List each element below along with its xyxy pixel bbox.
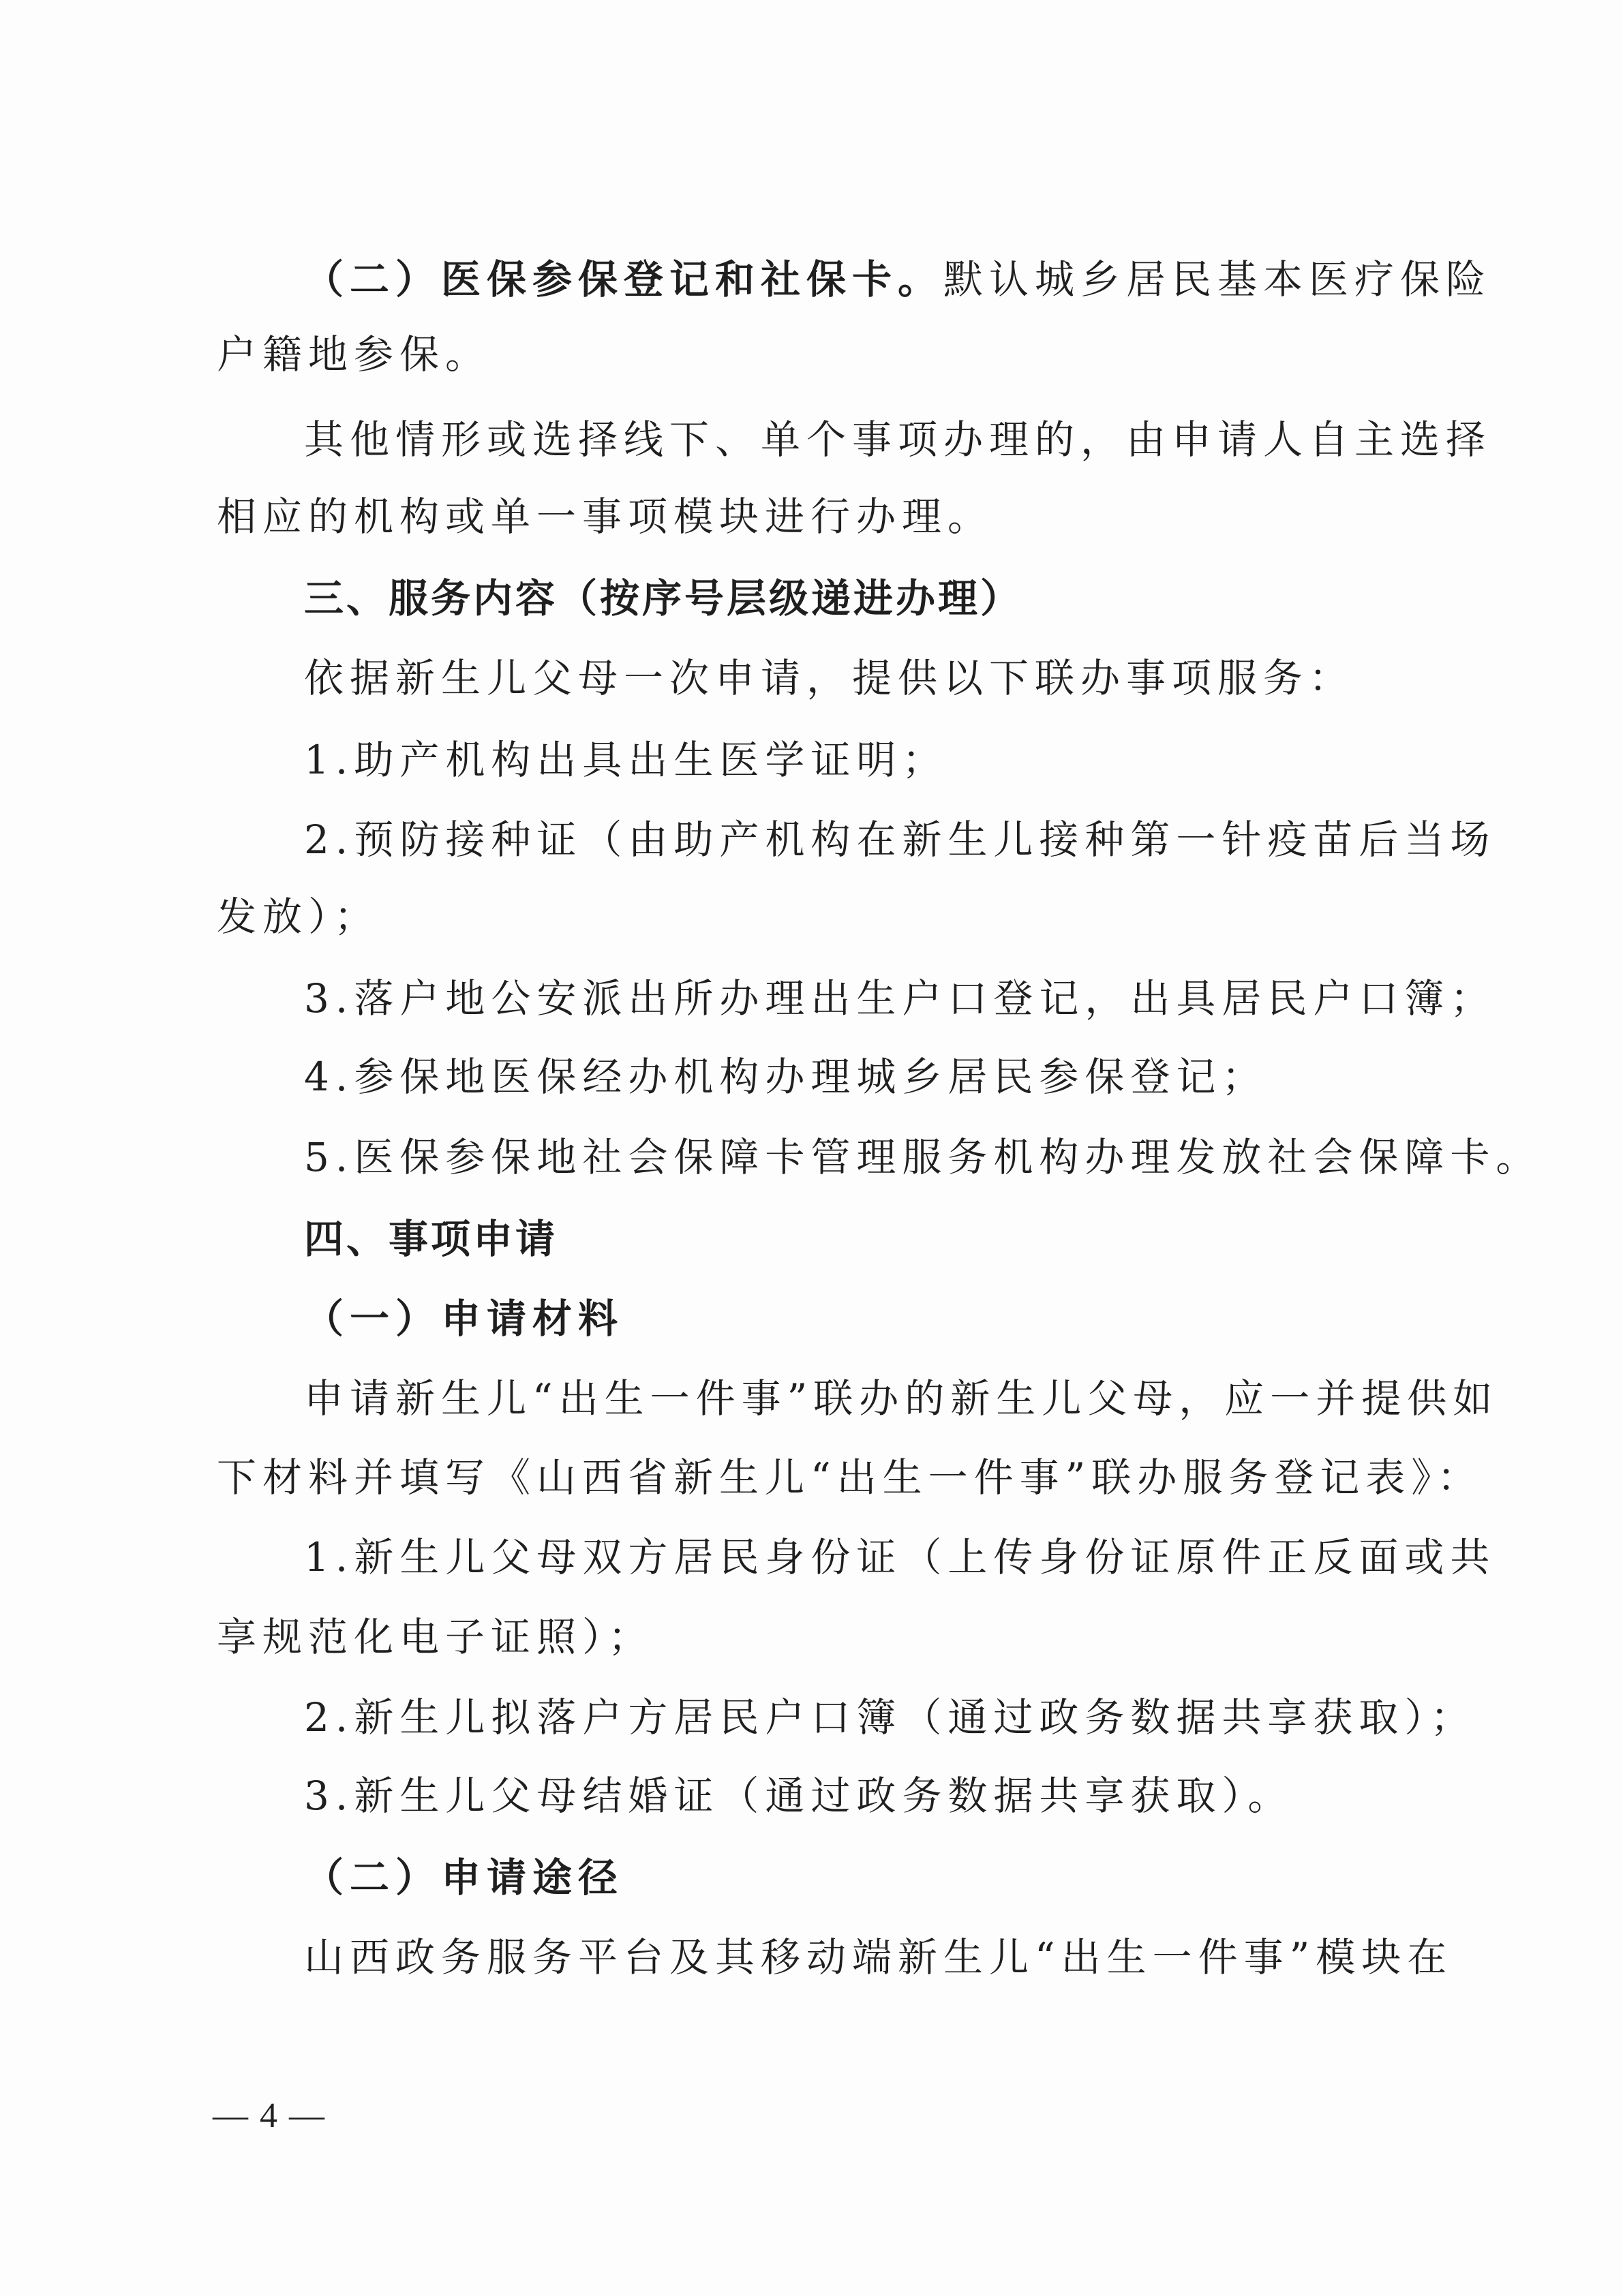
paragraph-medical-insurance-text: 默认城乡居民基本医疗保险 <box>943 256 1492 303</box>
list-item-service-3: 3.落户地公安派出所办理出生户口登记，出具居民户口簿； <box>304 975 1496 1022</box>
section-heading-service-content: 三、服务内容（按序号层级递进办理） <box>304 575 1023 622</box>
list-item-material-1-line1: 1.新生儿父母双方居民身份证（上传身份证原件正反面或共 <box>304 1534 1496 1580</box>
list-item-service-2-line2: 发放）； <box>217 893 380 940</box>
paragraph-materials-intro-line2: 下材料并填写《山西省新生儿“出生一件事”联办服务登记表》： <box>217 1454 1483 1501</box>
list-item-material-3: 3.新生儿父母结婚证（通过政务数据共享获取）。 <box>304 1773 1294 1819</box>
paragraph-service-intro: 依据新生儿父母一次申请，提供以下联办事项服务： <box>304 655 1355 701</box>
subheading-application-materials: （一）申请材料 <box>304 1296 624 1342</box>
paragraph-other-cases-line2: 相应的机构或单一事项模块进行办理。 <box>217 493 994 540</box>
list-item-service-4: 4.参保地医保经办机构办理城乡居民参保登记； <box>304 1054 1268 1100</box>
list-item-service-2-line1: 2.预防接种证（由助产机构在新生儿接种第一针疫苗后当场 <box>304 816 1496 863</box>
section-heading-application: 四、事项申请 <box>304 1216 558 1262</box>
paragraph-medical-insurance-line1 <box>304 252 1491 307</box>
paragraph-channels-line1: 山西政务服务平台及其移动端新生儿“出生一件事”模块在 <box>304 1934 1453 1980</box>
paragraph-other-cases-line1: 其他情形或选择线下、单个事项办理的，由申请人自主选择 <box>304 416 1492 463</box>
page-number: — 4 — <box>213 2096 326 2135</box>
paragraph-medical-insurance-line2: 户籍地参保。 <box>217 331 491 378</box>
paragraph-materials-intro-line1: 申请新生儿“出生一件事”联办的新生儿父母，应一并提供如 <box>304 1375 1499 1422</box>
heading-medical-insurance: （二）医保参保登记和社保卡。 <box>304 256 944 303</box>
list-item-service-1: 1.助产机构出具出生医学证明； <box>304 737 948 783</box>
list-item-material-1-line2: 享规范化电子证照）； <box>217 1614 654 1660</box>
list-item-material-2: 2.新生儿拟落户方居民户口簿（通过政务数据共享获取）； <box>304 1694 1476 1741</box>
subheading-application-channels: （二）申请途径 <box>304 1854 624 1901</box>
list-item-service-5: 5.医保参保地社会保障卡管理服务机构办理发放社会保障卡。 <box>304 1134 1542 1180</box>
